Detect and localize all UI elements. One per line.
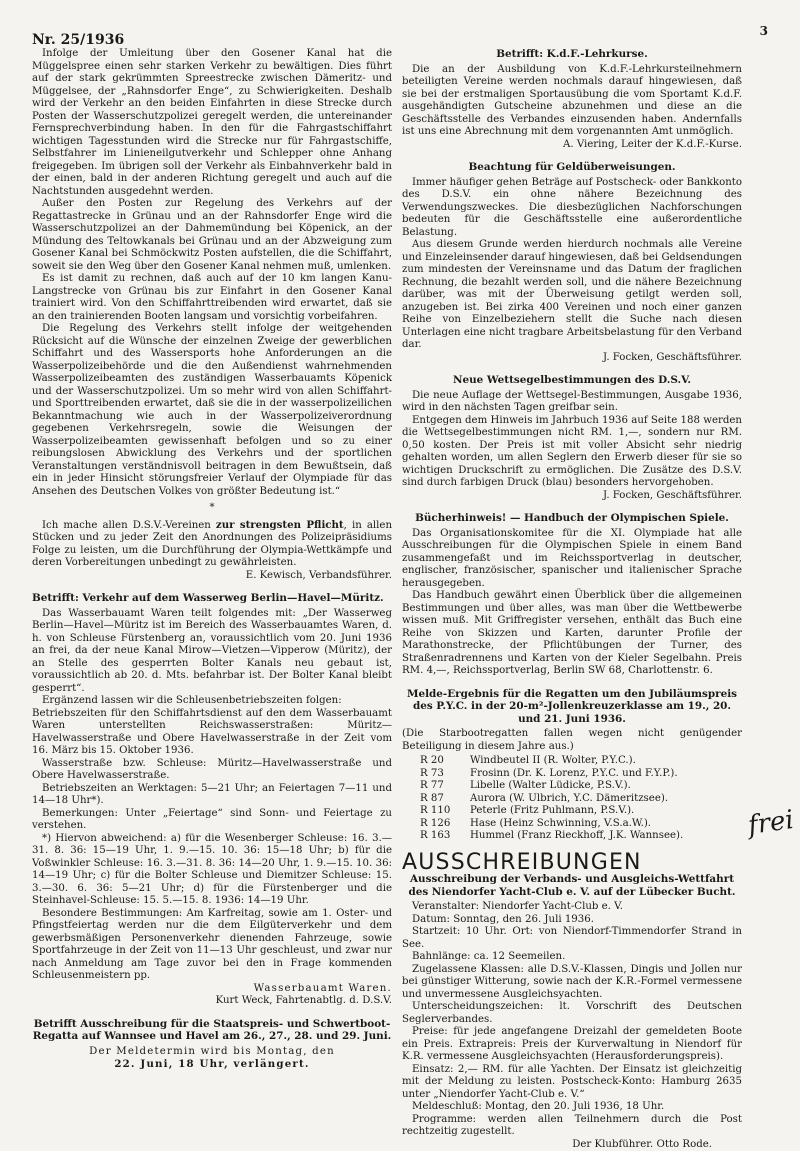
signature: J. Focken, Geschäftsführer. bbox=[402, 490, 742, 503]
list-item bbox=[420, 793, 742, 806]
issue-number: Nr. 25/1936 bbox=[32, 32, 124, 48]
article-paragraph: Unterscheidungszeichen: lt. Vorschrift des Deutschen Seglerverbandes. bbox=[402, 1001, 742, 1026]
article-paragraph: Einsatz: 2,— RM. für alle Yachten. Der Einsatz ist gleichzeitig mit der Meldung zu leisten. Postscheck-Konto: Hamburg 2635 unter „Niendorfer Yacht-Club e. V.“ bbox=[402, 1064, 742, 1102]
article-paragraph: Das Handbuch gewährt einen Überblick über die allgemeinen Bestimmungen und über alles, was man über die Wettbewerbe wissen muß. Mit Griffregister versehen, enthält das Buch eine Reihe von Skizzen und Karten, darunter Profile der Marathonstrecke, der Pflichtübungen der Turner, des Straßenradrennens und Karten von der Kieler Segelbahn. Preis RM. 4,—, Reichssportverlag, Berlin SW 68, Charlottenstr. 6. bbox=[402, 590, 742, 678]
article-paragraph: Die an der Ausbildung von K.d.F.-Lehrkursteilnehmern beteiligten Vereine werden nochmals darauf hingewiesen, daß sie bei der erstmaligen Sportausübung die vom Sportamt K.d.F. ausgehändigten Gutscheine abzunehmen und diese an die Geschäftsstelle des Verbandes einzusenden haben. Andernfalls ist uns eine Abrechnung mit dem vorgenannten Amt unmöglich. bbox=[402, 64, 742, 139]
yacht-list bbox=[402, 755, 742, 843]
article-paragraph: Programme: werden allen Teilnehmern durch die Post rechtzeitig zugestellt. bbox=[402, 1114, 742, 1139]
list-item bbox=[420, 830, 742, 843]
signature: A. Viering, Leiter der K.d.F.-Kurse. bbox=[402, 139, 742, 152]
list-item bbox=[420, 805, 742, 818]
article-paragraph: 22. Juni, 18 Uhr, verlängert. bbox=[32, 1058, 392, 1071]
sail-number: R 73 bbox=[420, 768, 470, 781]
signature: E. Kewisch, Verbandsführer. bbox=[32, 570, 392, 583]
section-heading: Neue Wettsegelbestimmungen des D.S.V. bbox=[402, 374, 742, 387]
list-item bbox=[420, 755, 742, 768]
article-paragraph: Betriebszeiten für den Schiffahrtsdienst auf den dem Wasserbauamt Waren unterstellten Reichswasserstraßen: Müritz—Havelwasserstraße und Obere Havelwasserstraße in der Zeit vom 16. März bis 15. Oktober 1936. bbox=[32, 708, 392, 758]
article-paragraph: Es ist damit zu rechnen, daß auch auf der 10 km langen Kanu-Langstrecke von Grünau bis zur Einfahrt in den Gosener Kanal trainiert wird. Von den Schiffahrttreibenden wird erwartet, daß sie an den trainierenden Booten langsam und vorsichtig vorbeifahren. bbox=[32, 273, 392, 323]
section-title: AUSSCHREIBUNGEN bbox=[402, 857, 742, 870]
sail-number: R 77 bbox=[420, 780, 470, 793]
yacht-entry: Peterle (Fritz Puhlmann, P.S.V.). bbox=[470, 805, 634, 818]
section-heading: Betrifft Ausschreibung für die Staatspreis- und Schwertboot-Regatta auf Wannsee und Havel am 26., 27., 28. und 29. Juni. bbox=[32, 1018, 392, 1043]
section-heading: Melde-Ergebnis für die Regatten um den Jubiläumspreis des P.Y.C. in der 20-m²-Jollenkreuzerklasse am 19., 20. und 21. Juni 1936. bbox=[402, 688, 742, 726]
sail-number: R 87 bbox=[420, 793, 470, 806]
sail-number: R 20 bbox=[420, 755, 470, 768]
signature: Der Klubführer. Otto Rode. bbox=[402, 1139, 712, 1151]
article-paragraph: Ergänzend lassen wir die Schleusenbetriebszeiten folgen: bbox=[32, 695, 392, 708]
section-heading: Ausschreibung der Verbands- und Ausgleichs-Wettfahrt des Niendorfer Yacht-Club e. V. auf der Lübecker Bucht. bbox=[402, 873, 742, 898]
page-header bbox=[22, 10, 778, 38]
yacht-entry: Libelle (Walter Lüdicke, P.S.V.). bbox=[470, 780, 631, 793]
sail-number: R 163 bbox=[420, 830, 470, 843]
article-paragraph: Infolge der Umleitung über den Gosener Kanal hat die Müggelspree einen sehr starken Verkehr zu bewältigen. Dies führt auf der stark gekrümmten Spreestrecke zwischen Dämeritz- und Müggelsee, der „Rahnsdorfer Enge“, zu Schwierigkeiten. Deshalb wird der Verkehr an den beiden Einfahrten in diese Strecke durch Posten der Wasserschutzpolizei geregelt werden, die untereinander Fernsprechverbindung haben. In den für die Fahrgastschiffahrt wichtigen Tagesstunden wird die Strecke nur für Fahrgastschiffe, Selbstfahrer im Linieneilgutverkehr und Schlepper ohne Anhang freigegeben. Im übrigen soll der Verkehr als Einbahnverkehr bald in der einen, bald in der anderen Richtung geregelt und auch auf die Nachtstunden ausgedehnt werden. bbox=[32, 48, 392, 198]
article-paragraph: Das Organisationskomitee für die XI. Olympiade hat alle Ausschreibungen für die Olympischen Spiele in einem Band zusammengefaßt und im Reichssportverlag in deutscher, englischer, französischer, spanischer und italienischer Sprache herausgegeben. bbox=[402, 528, 742, 591]
yacht-entry: Hase (Heinz Schwinning, V.S.a.W.). bbox=[470, 818, 651, 831]
appeal-text: Ich mache allen D.S.V.-Vereinen bbox=[42, 520, 216, 531]
article-paragraph: Die neue Auflage der Wettsegel-Bestimmungen, Ausgabe 1936, wird in den nächsten Tagen greifbar sein. bbox=[402, 390, 742, 415]
list-item bbox=[420, 768, 742, 781]
section-separator: * bbox=[32, 502, 392, 515]
article-paragraph: Preise: für jede angefangene Dreizahl der gemeldeten Boote ein Preis. Extrapreis: Preis der Kurverwaltung in Niendorf für K.R. vermessene Ausgleichsyachten (Herausforderungspreis). bbox=[402, 1026, 742, 1064]
article-paragraph: Der Meldetermin wird bis Montag, den bbox=[32, 1046, 392, 1059]
article-paragraph: Außer den Posten zur Regelung des Verkehrs auf der Regattastrecke in Grünau und an der Rahnsdorfer Enge wird die Wasserschutzpolizei an der Dahmemündung bei Köpenick, an der Mündung des Teltowkanals bei Grünau und an der Abzweigung zum Gosener Kanal bei Schmöckwitz Posten aufstellen, die die Schiffahrt, soweit sie den Weg über den Gosener Kanal nehmen muß, umlenken. bbox=[32, 198, 392, 273]
list-item bbox=[420, 818, 742, 831]
article-paragraph: Meldeschluß: Montag, den 20. Juli 1936, 18 Uhr. bbox=[402, 1101, 742, 1114]
article-paragraph: Zugelassene Klassen: alle D.S.V.-Klassen, Dingis und Jollen nur bei günstiger Witterung, sowie nach der K.R.-Formel vermessene und unvermessene Ausgleichsyachten. bbox=[402, 964, 742, 1002]
article-paragraph: Entgegen dem Hinweis im Jahrbuch 1936 auf Seite 188 werden die Wettsegelbestimmungen nicht RM. 1,—, sondern nur RM. 0,50 kosten. Der Preis ist mit voller Absicht sehr niedrig gehalten worden, um allen Seglern den Erwerb dieser für sie so wichtigen Druckschrift zu ermöglichen. Die Zusätze des D.S.V. sind durch farbigen Druck (blau) besonders hervorgehoben. bbox=[402, 415, 742, 490]
section-heading: Bücherhinweis! — Handbuch der Olympischen Spiele. bbox=[402, 512, 742, 525]
article-paragraph: Die Regelung des Verkehrs stellt infolge der weitgehenden Rücksicht auf die Wünsche der einzelnen Zweige der gewerblichen Schiffahrt und des Wassersports hohe Anforderungen an die Wasserpolizeibehörde und die den Außendienst wahrnehmenden Wasserpolizeibeamten des zuständigen Wasserbauamts Köpenick und der Wasserschutzpolizei. Um so mehr wird von allen Schiffahrt- und Sporttreibenden erwartet, daß sie die in der wasserpolizeilichen Bekanntmachung wie auch in der Wasserpolizeiverordnung gegebenen Verkehrsregeln, sowie die Weisungen der Wasserpolizeibeamten gewissenhaft befolgen und so zu einer reibungslosen Abwicklung des Verkehrs und der sportlichen Veranstaltungen verständnisvoll beitragen in dem Bewußtsein, daß ein in jeder Hinsicht störungsfreier Verlauf der Olympiade für das Ansehen des Deutschen Volkes von größter Bedeutung ist.“ bbox=[32, 323, 392, 498]
article-paragraph: Wasserstraße bzw. Schleuse: Müritz—Havelwasserstraße und Obere Havelwasserstraße. bbox=[32, 758, 392, 783]
article-paragraph: (Die Starbootregatten fallen wegen nicht genügender Beteiligung in diesem Jahre aus.) bbox=[402, 728, 742, 753]
signature: Wasserbauamt Waren. bbox=[32, 983, 392, 996]
article-paragraph: Aus diesem Grunde werden hierdurch nochmals alle Vereine und Einzeleinsender darauf hingewiesen, daß bei Geldsendungen zum mindesten der Vereinsname und das Datum der fraglichen Rechnung, die bezahlt werden soll, und die nähere Bezeichnung darüber, was mit der Überweisung getilgt werden soll, anzugeben ist. Bei zirka 400 Vereinen und noch einer ganzen Reihe von Einzelbeziehern stellt die Suche nach diesen Unterlagen eine nicht tragbare Arbeitsbelastung für den Verband dar. bbox=[402, 239, 742, 352]
appeal-text: , in allen Stücken und zu jeder Zeit den Anordnungen des Polizeipräsidiums Folge zu leisten, um die Durchführung der Olympia-Wettkämpfe und deren Vorbereitungen unbedingt zu gewährleisten. bbox=[32, 520, 392, 569]
yacht-entry: Windbeutel II (R. Wolter, P.Y.C.). bbox=[470, 755, 636, 768]
right-column bbox=[402, 48, 742, 1151]
sail-number: R 126 bbox=[420, 818, 470, 831]
section-heading: Betrifft: Verkehr auf dem Wasserweg Berlin—Havel—Müritz. bbox=[32, 592, 392, 605]
list-item bbox=[420, 780, 742, 793]
appeal-emphasis: zur strengsten Pflicht bbox=[216, 519, 344, 531]
signature: Kurt Weck, Fahrtenabtlg. d. D.S.V. bbox=[32, 995, 392, 1008]
signature: J. Focken, Geschäftsführer. bbox=[402, 352, 742, 365]
article-paragraph: Bemerkungen: Unter „Feiertage“ sind Sonn- und Feiertage zu verstehen. bbox=[32, 808, 392, 833]
handwritten-note: frei bbox=[746, 805, 795, 841]
article-paragraph: Bahnlänge: ca. 12 Seemeilen. bbox=[402, 951, 742, 964]
article-paragraph: Veranstalter: Niendorfer Yacht-Club e. V. bbox=[402, 901, 742, 914]
article-paragraph: Betriebszeiten an Werktagen: 5—21 Uhr; an Feiertagen 7—11 und 14—18 Uhr*). bbox=[32, 783, 392, 808]
page-number: 3 bbox=[760, 24, 768, 38]
section-heading: Beachtung für Geldüberweisungen. bbox=[402, 161, 742, 174]
yacht-entry: Hummel (Franz Rieckhoff, J.K. Wannsee). bbox=[470, 830, 683, 843]
article-paragraph: Das Wasserbauamt Waren teilt folgendes mit: „Der Wasserweg Berlin—Havel—Müritz ist im Bereich des Wasserbauamtes Waren, d. h. von Schleuse Fürstenberg an, voraussichtlich vom 20. Juni 1936 an frei, da der neue Kanal Mirow—Vietzen—Vipperow (Müritz), der an Stelle des gesperrten Bolter Kanals neu gebaut ist, voraussichtlich ab 20. d. Mts. befahrbar ist. Der Bolter Kanal bleibt gesperrt“. bbox=[32, 608, 392, 696]
article-paragraph: Besondere Bestimmungen: Am Karfreitag, sowie am 1. Oster- und Pfingstfeiertag werden nur die dem Eilgüterverkehr und dem gewerbsmäßigen Personenverkehr dienenden Fahrzeuge, sowie Sportfahrzeuge in der Zeit von 11—13 Uhr geschleust, und zwar nur nach Anmeldung am Tage zuvor bei den in Frage kommenden Schleusenmeistern pp. bbox=[32, 908, 392, 983]
article-paragraph: Startzeit: 10 Uhr. Ort: von Niendorf-Timmendorfer Strand in See. bbox=[402, 926, 742, 951]
article-paragraph: Datum: Sonntag, den 26. Juli 1936. bbox=[402, 914, 742, 927]
yacht-entry: Frosinn (Dr. K. Lorenz, P.Y.C. und F.Y.P.). bbox=[470, 768, 678, 781]
section-heading: Betrifft: K.d.F.-Lehrkurse. bbox=[402, 48, 742, 61]
sail-number: R 110 bbox=[420, 805, 470, 818]
appeal-paragraph bbox=[32, 519, 392, 570]
footnote-paragraph: *) Hiervon abweichend: a) für die Wesenberger Schleuse: 16. 3.—31. 8. 36: 15—19 Uhr, 1. 9.—15. 10. 36: 15—18 Uhr; b) für die Voßwinkler Schleuse: 16. 3.—31. 8. 36: 14—20 Uhr, 1. 9.—15. 10. 36: 14—19 Uhr; c) für die Bolter Schleuse und Diemitzer Schleuse: 15. 3.—30. 6. 36: 5—21 Uhr; d) für die Fürstenberger und die Steinhavel-Schleuse: 15. 5.—15. 8. 1936: 14—19 Uhr. bbox=[32, 833, 392, 908]
left-column bbox=[32, 48, 392, 1071]
article-paragraph: Immer häufiger gehen Beträge auf Postscheck- oder Bankkonto des D.S.V. ein ohne nähere Bezeichnung des Verwendungszweckes. Die diesbezüglichen Nachforschungen bedeuten für die Geschäftsstelle eine außerordentliche Belastung. bbox=[402, 177, 742, 240]
yacht-entry: Aurora (W. Ulbrich, Y.C. Dämeritzsee). bbox=[470, 793, 668, 806]
